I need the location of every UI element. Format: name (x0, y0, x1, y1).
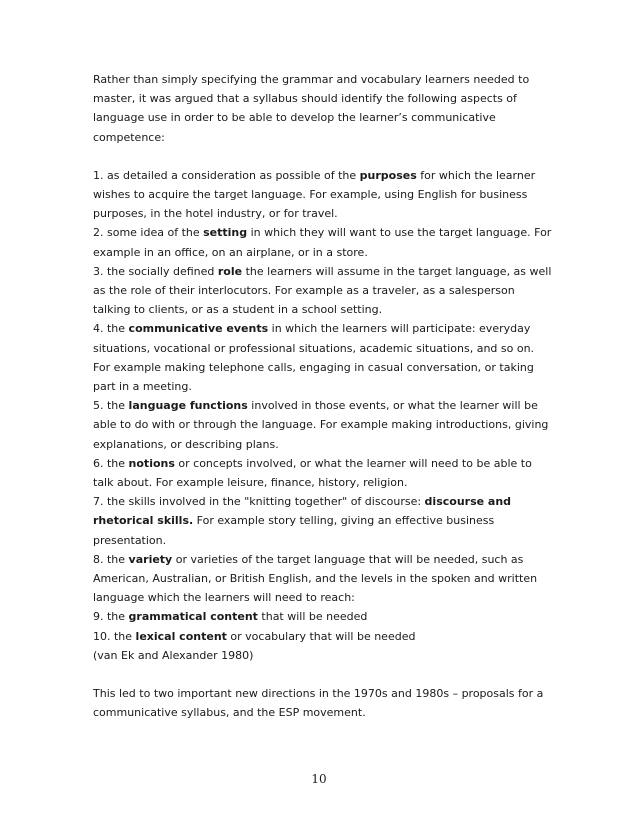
paragraph-gap (93, 665, 553, 684)
item-text: 5. the (93, 399, 129, 413)
item-text: in which the learners will participate: everyday situations, vocational or professional situations, academic situations, and so on. For example making telephone calls, engaging in casual conversation, or taking part in a meeting. (93, 322, 535, 394)
list-item (93, 396, 553, 454)
item-keyword: lexical content (135, 629, 227, 643)
list-item (93, 262, 553, 320)
item-keyword: notions (128, 456, 175, 470)
item-text: 8. the (93, 552, 129, 566)
item-text: 3. the socially defined (93, 264, 218, 278)
list-item (93, 627, 553, 646)
closing-paragraph: This led to two important new directions in the 1970s and 1980s – proposals for a communicative syllabus, and the ESP movement. (93, 687, 544, 720)
list-item (93, 550, 553, 608)
item-keyword: language functions (128, 399, 248, 413)
item-text: involved in those events, or what the learner will be able to do with or through the language. For example making introductions, giving explanations, or describing plans. (93, 399, 549, 451)
item-text: or vocabulary that will be needed (226, 629, 416, 643)
list-item (93, 319, 553, 396)
item-text: For example story telling, giving an effective business presentation. (93, 514, 495, 547)
item-text: or concepts involved, or what the learner will need to be able to talk about. For example leisure, finance, history, religion. (93, 456, 532, 490)
item-keyword: communicative events (128, 322, 269, 336)
page-body (93, 70, 553, 723)
item-keyword: discourse and rhetorical skills. (93, 495, 512, 528)
list-item (93, 607, 553, 626)
paragraph-gap (93, 147, 553, 166)
item-text: for which the learner wishes to acquire the target language. For example, using English for business purposes, in the hotel industry, or for travel. (93, 168, 536, 221)
item-keyword: role (217, 264, 243, 278)
item-text: 2. some idea of the (93, 226, 204, 240)
list-item (93, 223, 553, 261)
item-text: 4. the (93, 322, 129, 336)
syllabus-aspects-list (93, 166, 553, 646)
item-text: 9. the (93, 610, 129, 624)
item-text: 7. the skills involved in the "knitting together" of discourse: (93, 495, 425, 509)
item-keyword: setting (203, 226, 248, 240)
list-item (93, 166, 553, 224)
item-text: in which they will want to use the target language. For example in an office, on an airplane, or in a store. (93, 226, 552, 259)
item-text: 1. as detailed a consideration as possible of the (93, 168, 360, 182)
item-text: or varieties of the target language that will be needed, such as American, Australian, or British English, and the levels in the spoken and written language which the learners will need to reach: (93, 552, 538, 605)
list-item (93, 492, 553, 550)
item-keyword: variety (128, 552, 173, 566)
item-text: that will be needed (257, 610, 368, 624)
item-keyword: purposes (359, 168, 417, 182)
item-text: 10. the (93, 629, 136, 643)
intro-paragraph: Rather than simply specifying the grammar and vocabulary learners needed to master, it was argued that a syllabus should identify the following aspects of language use in order to be able to develop the learner’s communicative competence: (93, 73, 530, 144)
citation: (van Ek and Alexander 1980) (93, 648, 254, 662)
item-text: the learners will assume in the target language, as well as the role of their interlocutors. For example as a traveler, as a salesperson talking to clients, or as a student in a school setting. (93, 264, 552, 317)
list-item (93, 454, 553, 492)
item-keyword: grammatical content (128, 610, 258, 624)
page-number: 10 (311, 772, 327, 786)
item-text: 6. the (93, 456, 129, 470)
